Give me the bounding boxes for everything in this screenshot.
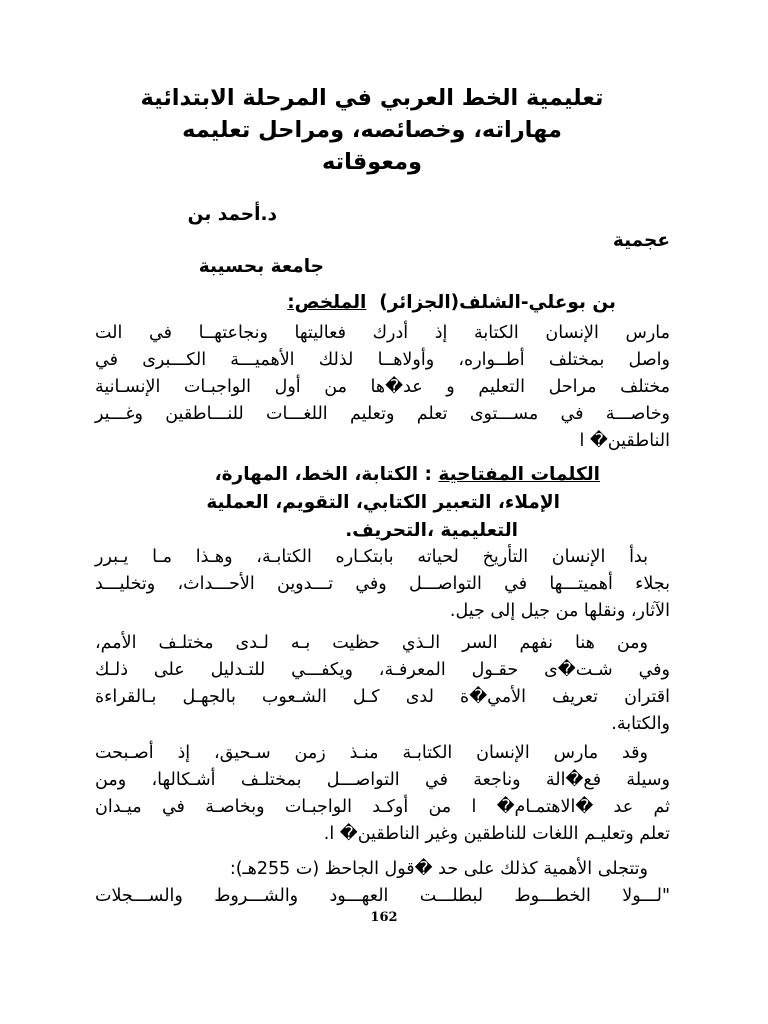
paragraph-2 [95,630,670,738]
abstract-line: مارس الإنسان الكتابة إذ أدرك فعاليتها ونجاعتهــا في الت [95,323,670,343]
title-line: تعليمية الخط العربي في المرحلة الابتدائية [140,85,604,111]
paragraph-line: بجلاء أهميتـــها في التواصـــل وفي تـــدوين الأحـــداث، وتخليـــد [95,574,670,594]
article-title [72,82,672,178]
paragraph-line: "لـــولا الخطـــوط لبطلـــت العهـــود والشـــروط والســـجلات [95,886,670,906]
abstract-heading: الملخص: [287,292,367,313]
abstract-line: مختلف مراحل التعليم و عد�ها من أول الواجبـات الإنسـانية [95,377,670,397]
keywords-values-2: الإملاء، التعبير الكتابي، التقويم، العملية [206,492,560,513]
abstract-line: وخاصـــة في مســـتوى تعلم وتعليم اللغـــات للنـــاطقين وغـــير [95,404,670,424]
paragraph-line: والكتابة. [611,714,670,734]
paragraph-line: وسيلة فع�الة وناجعة في التواصـــل بمختلـف أشـكالها، ومن [95,770,670,790]
paragraph-line: وفي شـت�ى حقـول المعرفـة، ويكفـــي للتـدليل على ذلـك [95,660,670,680]
keywords-label: الكلمات المفتاحية [438,464,600,485]
paragraph-line: بدأ الإنسان التأريخ لحياته بابتكـاره الكتابـة، وهـذا مـا يـبرر [95,547,648,567]
paragraph-1 [95,544,670,625]
page-number: 162 [370,910,398,925]
paragraph-line: اقتران تعريف الأمي�ة لدى كـل الشـعوب بالجهـل بـالقراءة [95,687,670,707]
abstract-line-last: الناطقين� ا [579,431,670,451]
paragraph-line: ومن هنا نفهم السر الـذي حظيت بـه لـدى مختلـف الأمم، [95,633,648,653]
paragraph-line: تعلم وتعليـم اللغات للناطقين وغير الناطقين� ا. [323,824,670,844]
keywords-values-3: التعليمية ،التحريف. [345,520,518,541]
paragraph-line: وقد مارس الإنسان الكتابـة منـذ زمن سـحيق، إذ أصـبحت [95,743,648,763]
title-line: مهاراته، وخصائصه، ومراحل تعليمه [182,117,562,143]
paragraph-line: ثم عد �الاهتمـام� ا من أوكـد الواجبـات وبخاصـة في ميـدان [95,797,670,817]
abstract-text [95,320,670,428]
title-line: ومعوقاته [322,149,422,175]
paragraph-4 [95,856,670,910]
paragraph-line: وتتجلى الأهمية كذلك على حد �قول الجاحظ (ت 255هـ): [229,859,648,879]
author-affiliation: جامعة بحسيبة [198,256,324,277]
paragraph-3 [95,740,670,848]
keywords-line [215,462,600,488]
abstract-line: واصل بمختلف أطــواره، وأولاهــا لذلك الأهميـــة الكـــبرى في [95,350,670,370]
paragraph-line: الآثار، ونقلها من جيل إلى جيل. [449,601,670,621]
keywords-values: : الكتابة، الخط، المهارة، [214,464,439,485]
author-name-continued: عجمية [612,230,670,251]
affiliation-location: بن بوعلي-الشلف(الجزائر) [379,292,616,313]
affiliation-location-and-abstract-heading [287,290,616,316]
author-name: د.أحمد بن [187,204,277,225]
